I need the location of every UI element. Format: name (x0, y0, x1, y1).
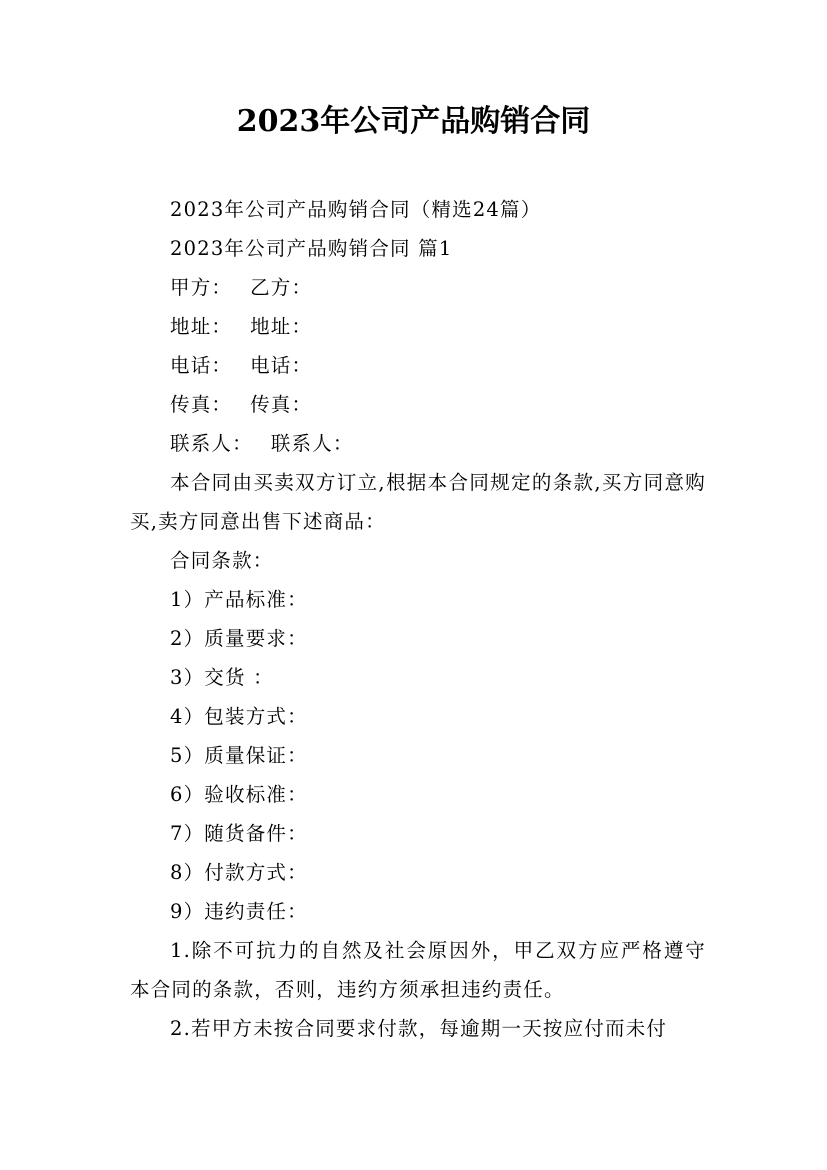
address-b-label: 地址： (250, 315, 313, 338)
party-b-label: 乙方： (250, 276, 313, 299)
term-item-1: 1）产品标准： (170, 588, 308, 611)
contact-a-label: 联系人： (170, 432, 253, 455)
fax-b-label: 传真： (250, 393, 313, 416)
clause-1-paragraph: 1.除不可抗力的自然及社会原因外，甲乙双方应严格遵守本合同的条款，否则，违约方须承担违约责任。 (130, 939, 706, 1001)
document-title: 2023年公司产品购销合同 (236, 104, 591, 139)
address-line (130, 307, 706, 346)
term-item-7: 7）随货备件： (170, 822, 308, 845)
term-item-4: 4）包装方式： (170, 705, 308, 728)
intro-paragraph: 本合同由买卖双方订立,根据本合同规定的条款,买方同意购买,卖方同意出售下述商品： (130, 471, 706, 533)
chapter-heading: 2023年公司产品购销合同 篇1 (170, 237, 453, 260)
document-body (130, 190, 706, 1048)
term-item-8: 8）付款方式： (170, 861, 308, 884)
term-item-2: 2）质量要求： (170, 627, 308, 650)
fax-line (130, 385, 706, 424)
term-item-5: 5）质量保证： (170, 744, 308, 767)
phone-b-label: 电话： (250, 354, 313, 377)
contact-b-label: 联系人： (270, 432, 354, 455)
phone-a-label: 电话： (170, 354, 233, 377)
party-line (130, 268, 706, 307)
party-a-label: 甲方： (170, 276, 233, 299)
term-item-3: 3）交货 ： (170, 666, 274, 689)
address-a-label: 地址： (170, 315, 233, 338)
clause-2-paragraph: 2.若甲方未按合同要求付款，每逾期一天按应付而未付 (170, 1017, 668, 1040)
subtitle-line: 2023年公司产品购销合同（精选24篇） (170, 198, 542, 221)
phone-line (130, 346, 706, 385)
fax-a-label: 传真： (170, 393, 233, 416)
term-item-9: 9）违约责任： (170, 900, 308, 923)
term-item-6: 6）验收标准： (170, 783, 308, 806)
contact-line (130, 424, 706, 463)
terms-heading: 合同条款： (170, 549, 274, 572)
